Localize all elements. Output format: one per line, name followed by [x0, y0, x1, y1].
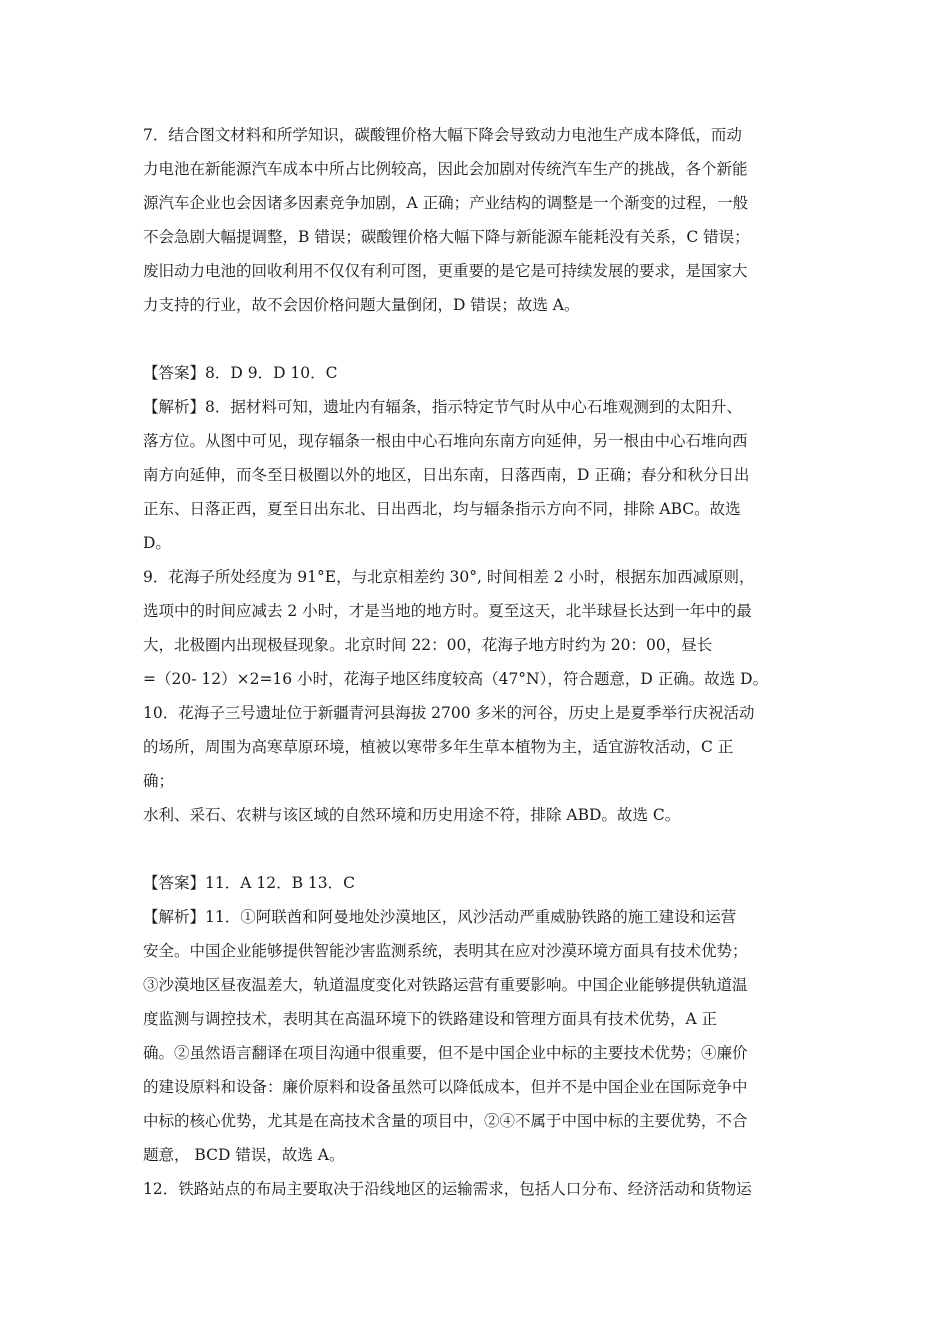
- text-line: 9．花海子所处经度为 91°E，与北京相差约 30°, 时间相差 2 小时，根据东加西减原则，: [143, 568, 755, 586]
- text-line: 大，北极圈内出现极昼现象。北京时间 22：00，花海子地方时约为 20：00，昼长: [143, 636, 713, 654]
- text-line: 确；: [143, 772, 175, 790]
- text-line: 安全。中国企业能够提供智能沙害监测系统，表明其在应对沙漠环境方面具有技术优势；: [143, 942, 748, 960]
- text-line: 水利、采石、农耕与该区域的自然环境和历史用途不符，排除 ABD。故选 C。: [143, 806, 681, 824]
- text-line: 源汽车企业也会因诸多因素竞争加剧，A 正确；产业结构的调整是一个渐变的过程，一般: [143, 194, 749, 212]
- text-line: 南方向延伸，而冬至日极圈以外的地区，日出东南，日落西南，D 正确；春分和秋分日出: [143, 466, 750, 484]
- text-line: 废旧动力电池的回收利用不仅仅有利可图，更重要的是它是可持续发展的要求，是国家大: [143, 262, 748, 280]
- text-line: 落方位。从图中可见，现存辐条一根由中心石堆向东南方向延伸，另一根由中心石堆向西: [143, 432, 748, 450]
- text-line: 力支持的行业，故不会因价格问题大量倒闭，D 错误；故选 A。: [143, 296, 580, 314]
- text-line: 选项中的时间应减去 2 小时，才是当地的地方时。夏至这天，北半球昼长达到一年中的最: [143, 602, 752, 620]
- text-line: =（20- 12）×2=16 小时，花海子地区纬度较高（47°N），符合题意，D 正确。故选 D。: [143, 670, 769, 688]
- answer-8-10: 【答案】8．D 9．D 10．C: [143, 364, 338, 382]
- text-line: 12．铁路站点的布局主要取决于沿线地区的运输需求，包括人口分布、经济活动和货物运: [143, 1180, 752, 1198]
- text-line: 确。②虽然语言翻译在项目沟通中很重要，但不是中国企业中标的主要技术优势；④廉价: [143, 1044, 748, 1062]
- text-line: 10．花海子三号遗址位于新疆青河县海拔 2700 多米的河谷，历史上是夏季举行庆祝活动: [143, 704, 755, 722]
- text-line: 的建设原料和设备：廉价原料和设备虽然可以降低成本，但并不是中国企业在国际竞争中: [143, 1078, 748, 1096]
- spacer: [143, 832, 803, 866]
- text-line: 正东、日落正西，夏至日出东北、日出西北，均与辐条指示方向不同，排除 ABC。故选: [143, 500, 741, 518]
- spacer: [143, 322, 803, 356]
- analysis-8-10: [143, 390, 803, 832]
- analysis-11-13: [143, 900, 803, 1206]
- text-line: 力电池在新能源汽车成本中所占比例较高，因此会加剧对传统汽车生产的挑战，各个新能: [143, 160, 748, 178]
- document-page: [143, 118, 803, 1206]
- text-line: ③沙漠地区昼夜温差大，轨道温度变化对铁路运营有重要影响。中国企业能够提供轨道温: [143, 976, 748, 994]
- text-line: D。: [143, 534, 171, 552]
- text-line: 的场所，周围为高寒草原环境，植被以寒带多年生草本植物为主，适宜游牧活动，C 正: [143, 738, 734, 756]
- text-line: 中标的核心优势，尤其是在高技术含量的项目中，②④不属于中国中标的主要优势，不合: [143, 1112, 748, 1130]
- text-line: 题意， BCD 错误，故选 A。: [143, 1146, 345, 1164]
- text-line: 度监测与调控技术，表明其在高温环境下的铁路建设和管理方面具有技术优势，A 正: [143, 1010, 718, 1028]
- text-line: 7．结合图文材料和所学知识，碳酸锂价格大幅下降会导致动力电池生产成本降低，而动: [143, 126, 742, 144]
- answer-11-13: 【答案】11．A 12．B 13．C: [143, 874, 355, 892]
- text-line: 【解析】8．据材料可知，遗址内有辐条，指示特定节气时从中心石堆观测到的太阳升、: [143, 398, 742, 416]
- text-line: 不会急剧大幅提调整，B 错误；碳酸锂价格大幅下降与新能源车能耗没有关系，C 错误；: [143, 228, 750, 246]
- q7-explanation: [143, 118, 803, 322]
- text-line: 【解析】11．①阿联酋和阿曼地处沙漠地区，风沙活动严重威胁铁路的施工建设和运营: [143, 908, 737, 926]
